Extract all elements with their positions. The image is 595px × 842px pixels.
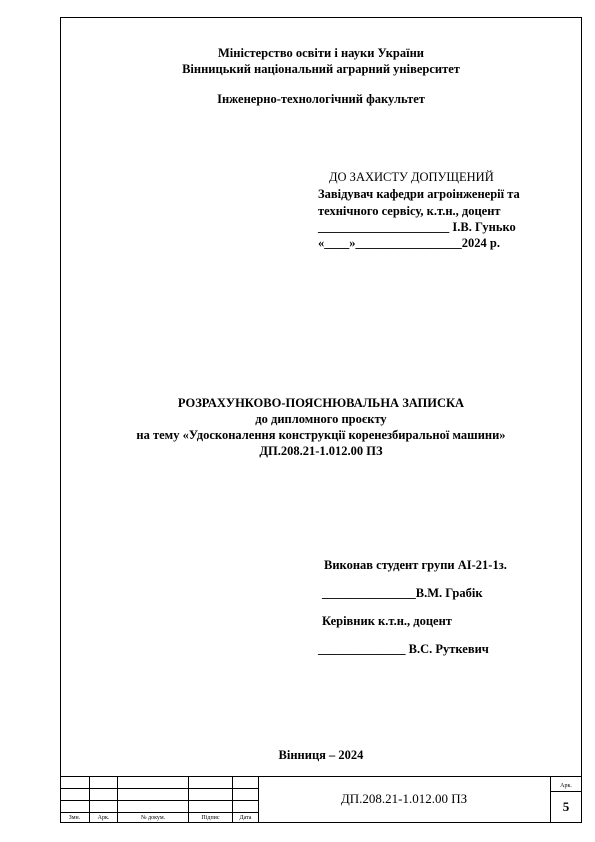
approval-line-1: Завідувач кафедри агроінженерії та bbox=[318, 187, 520, 201]
title-block-col-label: Арк. bbox=[97, 815, 110, 821]
student-label: Виконав студент групи АІ-21-1з. bbox=[324, 558, 507, 572]
approval-line-3: _____________________ І.В. Гунько bbox=[318, 220, 516, 234]
document-subtitle-1: до дипломного проєкту bbox=[255, 412, 387, 426]
sheet-label: Арк. bbox=[560, 783, 572, 789]
title-block-col-label: № докум. bbox=[140, 815, 166, 821]
title-block-doc-number: ДП.208.21-1.012.00 ПЗ bbox=[340, 791, 468, 806]
title-block-col-label: Дата bbox=[239, 815, 252, 821]
sheet-number: 5 bbox=[562, 799, 570, 814]
approval-line-2: технічного сервісу, к.т.н., доцент bbox=[318, 204, 501, 218]
document-title: РОЗРАХУНКОВО-ПОЯСНЮВАЛЬНА ЗАПИСКА bbox=[177, 396, 465, 410]
approval-title: ДО ЗАХИСТУ ДОПУЩЕНИЙ bbox=[329, 170, 494, 184]
document-code: ДП.208.21-1.012.00 ПЗ bbox=[259, 444, 383, 458]
city-year: Вінниця – 2024 bbox=[278, 748, 364, 762]
approval-line-4: «____»_________________2024 р. bbox=[318, 236, 500, 250]
title-block-col-label: Змн. bbox=[68, 815, 81, 821]
document-subtitle-2: на тему «Удосконалення конструкції коренезбиральної машини» bbox=[136, 428, 506, 442]
faculty-name: Інженерно-технологічний факультет bbox=[217, 92, 425, 106]
supervisor-signature: ______________ В.С. Руткевич bbox=[318, 642, 489, 656]
ministry-name: Міністерство освіти і науки України bbox=[218, 46, 424, 60]
title-block-col-label: Підпис bbox=[201, 815, 220, 821]
title-block bbox=[60, 776, 582, 823]
supervisor-label: Керівник к.т.н., доцент bbox=[322, 614, 452, 628]
university-name: Вінницький національний аграрний університет bbox=[182, 62, 460, 76]
student-signature: _______________В.М. Грабік bbox=[322, 586, 483, 600]
